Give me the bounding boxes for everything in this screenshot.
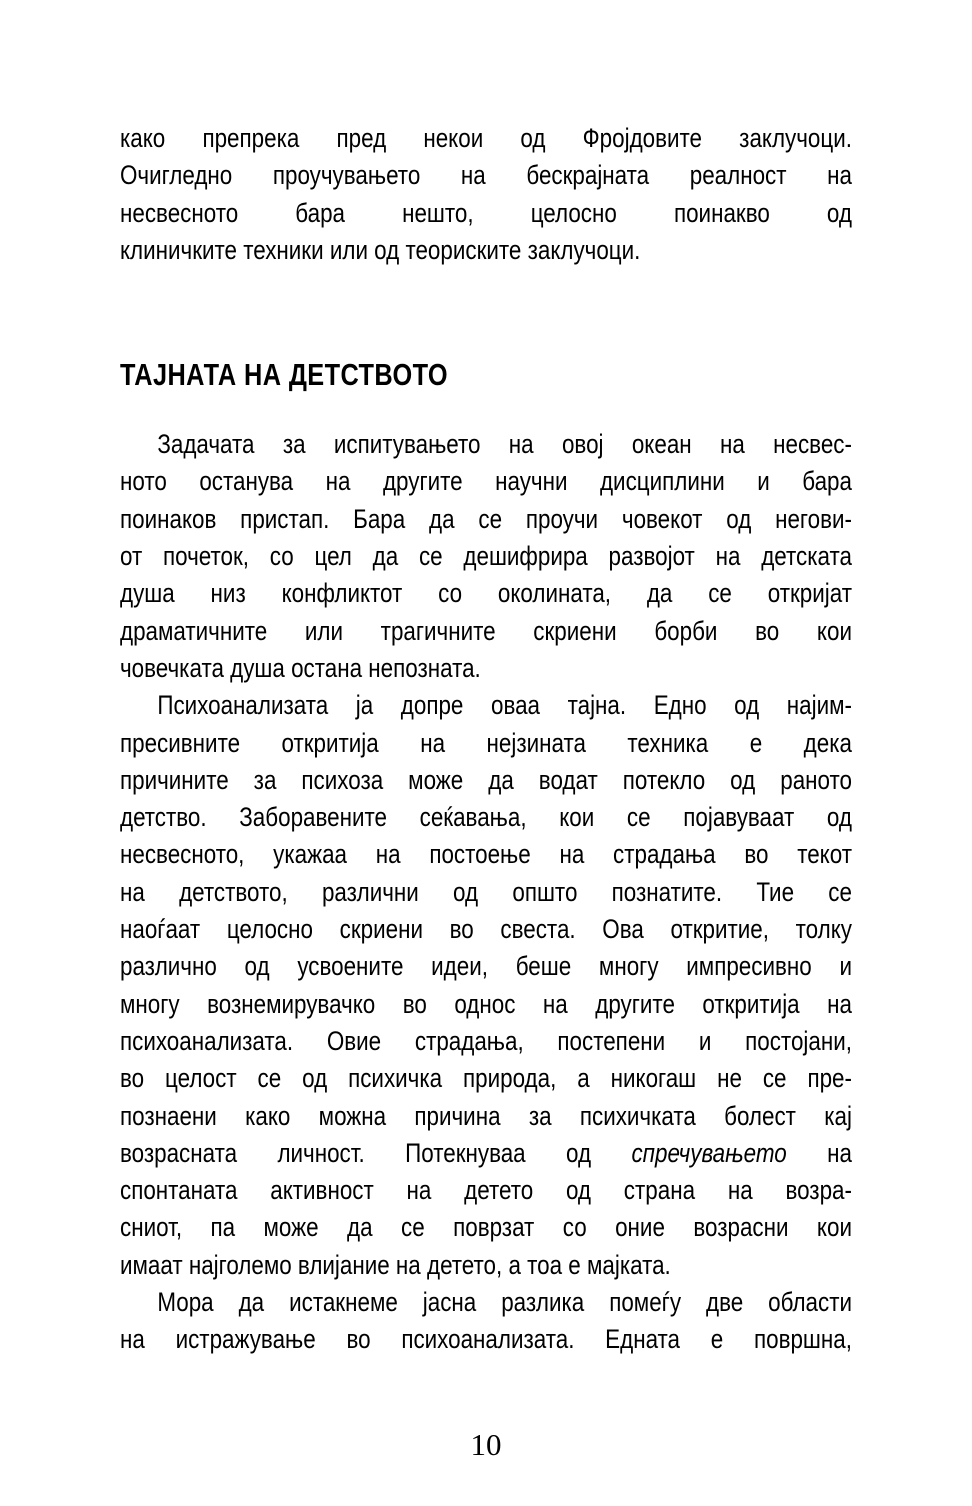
text-line: поинаков пристап. Бара да се проучи човекот од негови- xyxy=(120,503,852,534)
text-segment: возрасната личност. Потекнуваа од xyxy=(120,1137,632,1168)
text-line: от почеток, со цел да се дешифрира развојот на детската xyxy=(120,541,852,572)
text-line: на истражување во психоанализата. Едната е површна, xyxy=(120,1324,852,1355)
text-line: причините за психоза може да водат потекло од раното xyxy=(120,764,852,795)
paragraph-psychoanalysis xyxy=(120,687,852,1284)
closing-paragraph xyxy=(120,1284,852,1359)
text-line: наоѓаат целосно скриени во свеста. Ова откритие, толку xyxy=(120,914,852,945)
paragraph-task xyxy=(120,426,852,687)
text-line: душа низ конфликтот со околината, да се откријат xyxy=(120,578,852,609)
text-line: драматичните или трагичните скриени борби во кои xyxy=(120,615,852,646)
section-heading: ТАЈНАТА НА ДЕТСТВОТО xyxy=(120,358,448,393)
text-line: спонтаната активност на детето од страна на возра- xyxy=(120,1175,852,1206)
text-line: Мора да истакнеме јасна разлика помеѓу две области xyxy=(157,1287,852,1318)
text-line: човечката душа остана непозната. xyxy=(120,652,481,683)
text-line: пресивните откритија на нејзината техника е дека xyxy=(120,727,852,758)
text-line: психоанализата. Овие страдања, постепени и постојани, xyxy=(120,1025,852,1056)
text-line-with-italic xyxy=(120,1135,852,1172)
intro-paragraph xyxy=(120,120,852,269)
text-line: различно од усвоените идеи, беше многу импресивно и xyxy=(120,951,852,982)
text-line: сниот, па може да се поврзат со оние возрасни кои xyxy=(120,1212,852,1243)
text-line: Очигледно проучувањето на бескрајната реалност на xyxy=(120,160,852,191)
text-line: на детството, различни од општо познатите. Тие се xyxy=(120,876,852,907)
text-segment: на xyxy=(786,1137,852,1168)
text-line: познаени како можна причина за психичката болест кај xyxy=(120,1100,852,1131)
text-line: многу вознемирувачко во однос на другите откритија на xyxy=(120,988,852,1019)
page-number: 10 xyxy=(470,1427,502,1462)
text-line: како препрека пред некои од Фројдовите заклучоци. xyxy=(120,123,852,153)
text-line: Задачата за испитувањето на овој океан на несвес- xyxy=(157,429,852,460)
text-line: Психоанализата ја допре оваа тајна. Едно од најим- xyxy=(157,690,852,721)
text-line: во целост се од психичка природа, а никогаш не се пре- xyxy=(120,1063,852,1094)
text-line: несвесното, укажаа на постоење на страдања во текот xyxy=(120,839,852,870)
text-block xyxy=(120,120,852,1359)
text-line: детство. Заборавените сеќавања, кои се појавуваат од xyxy=(120,802,852,833)
text-line: несвесното бара нешто, целосно поинакво од xyxy=(120,197,852,228)
italic-text: спречувањето xyxy=(631,1137,787,1168)
text-line: имаат најголемо влијание на детето, а тоа е мајката. xyxy=(120,1249,671,1280)
text-line: ното останува на другите научни дисциплини и бара xyxy=(120,466,852,497)
text-line: клиничките техники или од теориските заклучоци. xyxy=(120,234,641,265)
